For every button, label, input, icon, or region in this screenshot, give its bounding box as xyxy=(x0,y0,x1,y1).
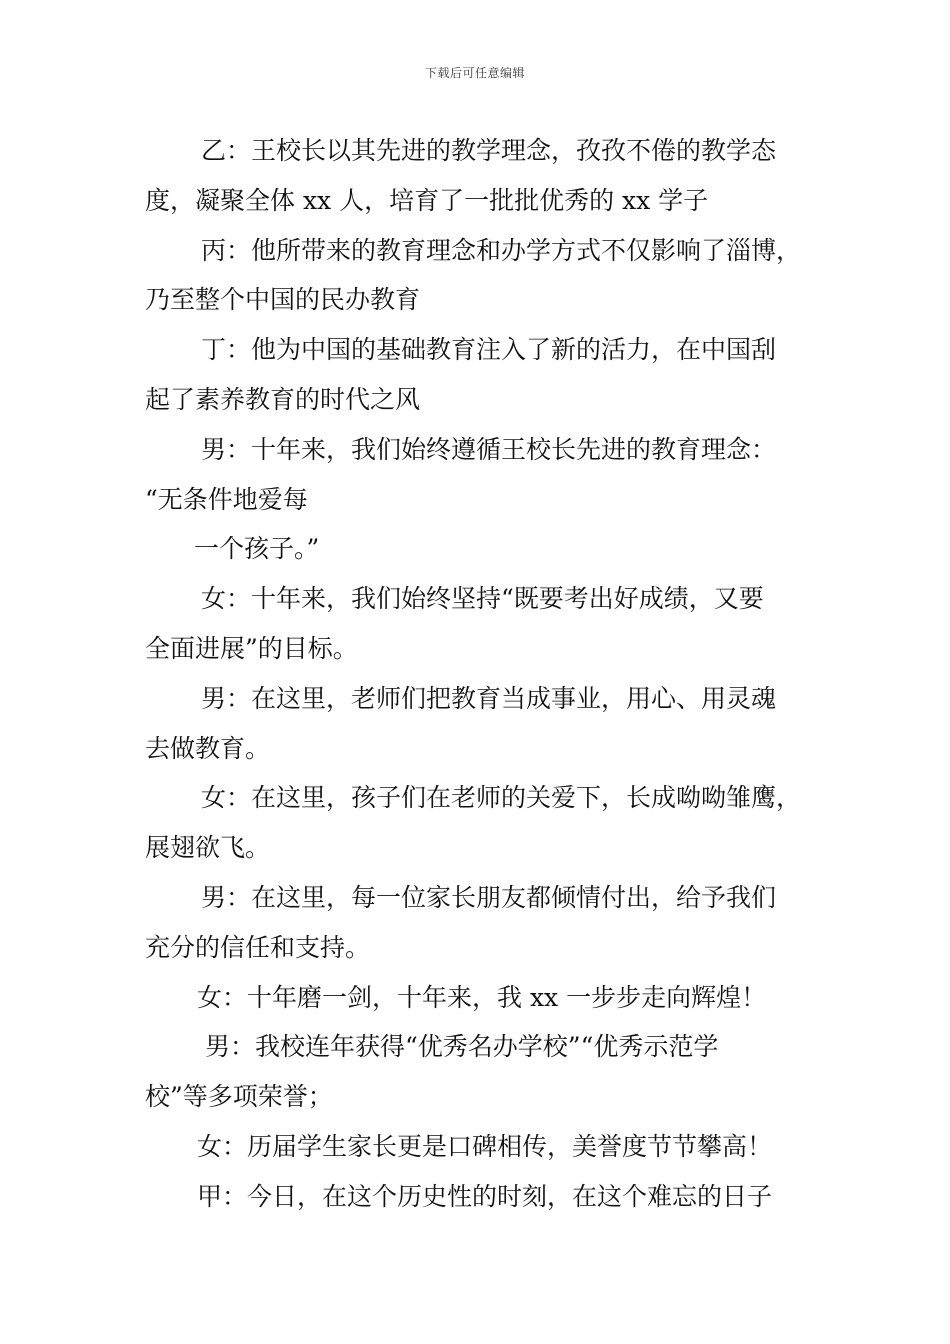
text-line: 全面进展”的目标。 xyxy=(145,633,358,663)
text-line: 一个孩子。” xyxy=(194,534,320,564)
text-line: 丁：他为中国的基础教育注入了新的活力，在中国刮 xyxy=(201,335,777,365)
text-line: 男：十年来，我们始终遵循王校长先进的教育理念： xyxy=(201,434,777,464)
text-line: 度，凝聚全体 xx 人，培育了一批批优秀的 xx 学子 xyxy=(145,185,709,215)
text-line: 女：历届学生家长更是口碑相传，美誉度节节攀高！ xyxy=(197,1131,773,1161)
text-line: 去做教育。 xyxy=(145,733,271,763)
text-line: 乃至整个中国的民办教育 xyxy=(145,285,421,315)
document-body xyxy=(145,126,815,1222)
text-line: 展翅欲飞。 xyxy=(145,833,271,863)
text-line: 女：十年来，我们始终坚持“既要考出好成绩，又要 xyxy=(201,584,764,614)
text-line: 充分的信任和支持。 xyxy=(145,932,371,962)
text-line: 起了素养教育的时代之风 xyxy=(145,384,421,414)
text-line: 校”等多项荣誉； xyxy=(145,1082,333,1112)
text-line: 乙：王校长以其先进的教学理念，孜孜不倦的教学态 xyxy=(201,136,777,165)
text-line: 男：在这里，每一位家长朋友都倾情付出，给予我们 xyxy=(201,882,777,912)
text-line: 男：我校连年获得“优秀名办学校”“优秀示范学 xyxy=(205,1032,719,1062)
text-line: 女：十年磨一剑，十年来，我 xx 一步步走向辉煌！ xyxy=(197,982,767,1012)
text-line: 甲：今日，在这个历史性的时刻，在这个难忘的日子 xyxy=(197,1181,773,1211)
text-line: 丙：他所带来的教育理念和办学方式不仅影响了淄博， xyxy=(201,235,802,265)
text-line: 男：在这里，老师们把教育当成事业，用心、用灵魂 xyxy=(201,683,777,713)
text-line: 女：在这里，孩子们在老师的关爱下，长成呦呦雏鹰， xyxy=(201,783,802,813)
text-line: “无条件地爱每 xyxy=(145,484,308,514)
page-header-note: 下载后可任意编辑 xyxy=(424,66,525,80)
